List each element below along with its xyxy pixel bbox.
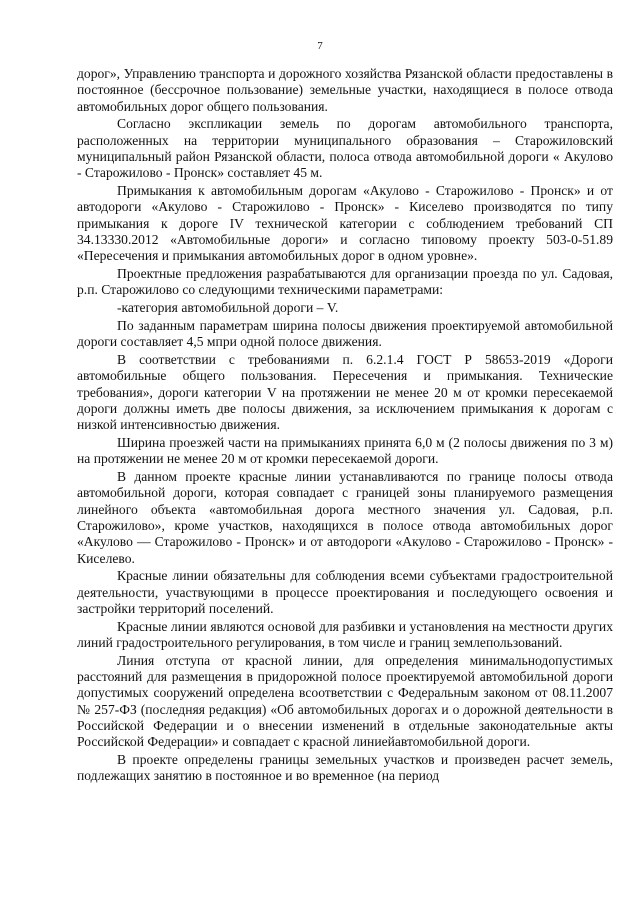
document-body [77, 66, 613, 785]
paragraph: Красные линии обязательны для соблюдения всеми субъектами градостроительной деятельности, участвующими в процессе проектирования и последующего освоения и застройки территорий поселений. [77, 568, 613, 616]
paragraph: Согласно экспликации земель по дорогам автомобильного транспорта, расположенных на территории муниципального образования – Старожиловский муниципальный район Рязанской области, полоса отвода автомобильной дороги « Акулово - Старожилово - Пронск» составляет 45 м. [77, 116, 613, 181]
paragraph: Примыкания к автомобильным дорогам «Акулово - Старожилово - Пронск» и от автодороги «Акулово - Старожилово - Пронск» - Киселево производятся по типу примыкания к дороге IV технической категории с соблюдением требований СП 34.13330.2012 «Автомобильные дороги» и согласно типовому проекту 503-0-51.89 «Пересечения и примыкания автомобильных дорог в одном уровне». [77, 183, 613, 264]
paragraph: По заданным параметрам ширина полосы движения проектируемой автомобильной дороги составляет 4,5 мпри одной полосе движения. [77, 317, 613, 350]
paragraph: В проекте определены границы земельных участков и произведен расчет земель, подлежащих занятию в постоянное и во временное (на период [77, 752, 613, 784]
paragraph: Проектные предложения разрабатываются для организации проезда по ул. Садовая, р.п. Старожилово со следующими техническими параметрами: [77, 266, 613, 298]
paragraph: В данном проекте красные линии устанавливаются по границе полосы отвода автомобильной дороги, которая совпадает с границей зоны планируемого размещения линейного объекта «автомобильная дорога местного значения ул. Садовая, р.п. Старожилово», кроме участков, находящихся в полосе отвода автомобильных дорог «Акулово — Старожилово - Пронск» и от автодороги «Акулово - Старожилово - Пронск» - Киселево. [77, 469, 613, 566]
paragraph: дорог», Управлению транспорта и дорожного хозяйства Рязанской области предоставлены в постоянное (бессрочное пользование) земельные участки, находящиеся в полосе отвода автомобильных дорог общего пользования. [77, 66, 613, 114]
paragraph: Ширина проезжей части на примыканиях принята 6,0 м (2 полосы движения по 3 м) на протяжении не менее 20 м от кромки пересекаемой дороги. [77, 435, 613, 467]
paragraph: В соответствии с требованиями п. 6.2.1.4 ГОСТ Р 58653-2019 «Дороги автомобильные общего пользования. Пересечения и примыкания. Технические требования», дороги категории V на протяжении не менее 20 м от кромки пересекаемой дороги должны иметь две полосы движения, за исключением примыкания к дорогам с низкой интенсивностью движения. [77, 352, 613, 433]
paragraph: Красные линии являются основой для разбивки и установления на местности других линий градостроительного регулирования, в том числе и границ землепользований. [77, 618, 613, 651]
paragraph: Линия отступа от красной линии, для определения минимальнодопустимых расстояний для размещения в придорожной полосе проектируемой автомобильной дороги допустимых сооружений определена всоответствии с Федеральным законом от 08.11.2007 № 257-ФЗ (последняя редакция) «Об автомобильных дорогах и о дорожной деятельности в Российской Федерации и о внесении изменений в отдельные законодательные акты Российской Федерации» и совпадает с красной линиейавтомобильной дороги. [77, 652, 613, 750]
paragraph: -категория автомобильной дороги – V. [117, 300, 339, 316]
page-number: 7 [317, 40, 323, 52]
